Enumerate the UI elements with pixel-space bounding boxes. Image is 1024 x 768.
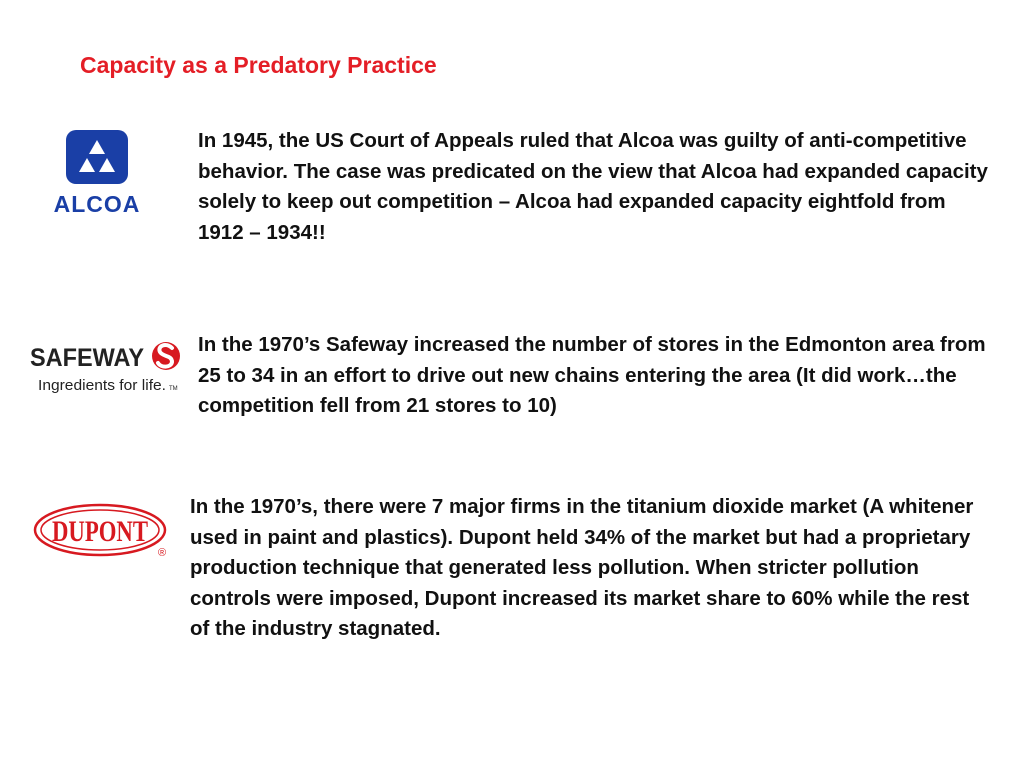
slide-title: Capacity as a Predatory Practice [80, 52, 437, 78]
safeway-tm: TM [169, 386, 178, 392]
dupont-wordmark: DUPONT [52, 515, 148, 548]
safeway-logo [26, 336, 186, 398]
alcoa-logo [40, 128, 158, 218]
dupont-registered: ® [158, 547, 167, 559]
dupont-paragraph: In the 1970’s, there were 7 major firms in the titanium dioxide market (A whitener used in paint and plastics). Dupont held 34% of the market but had a proprietary production technique that generated less pollution. When stricter pollution controls were imposed, Dupont increased its market share to 60% while the rest of the industry stagnated. [190, 495, 974, 641]
alcoa-paragraph: In 1945, the US Court of Appeals ruled that Alcoa was guilty of anti-competitive behavior. The case was predicated on the view that Alcoa had expanded capacity solely to keep out competition – Alcoa had expanded capacity eightfold from 1912 – 1934!! [198, 129, 988, 244]
safeway-wordmark: SAFEWAY [30, 344, 145, 372]
safeway-s-icon [152, 342, 180, 370]
dupont-logo [32, 500, 182, 564]
alcoa-wordmark: ALCOA [53, 191, 141, 217]
safeway-tagline: Ingredients for life. [38, 378, 166, 394]
safeway-paragraph: In the 1970’s Safeway increased the number of stores in the Edmonton area from 25 to 34 in an effort to drive out new chains entering the area (It did work…the competition fell from 21 stores to 10) [198, 333, 986, 418]
